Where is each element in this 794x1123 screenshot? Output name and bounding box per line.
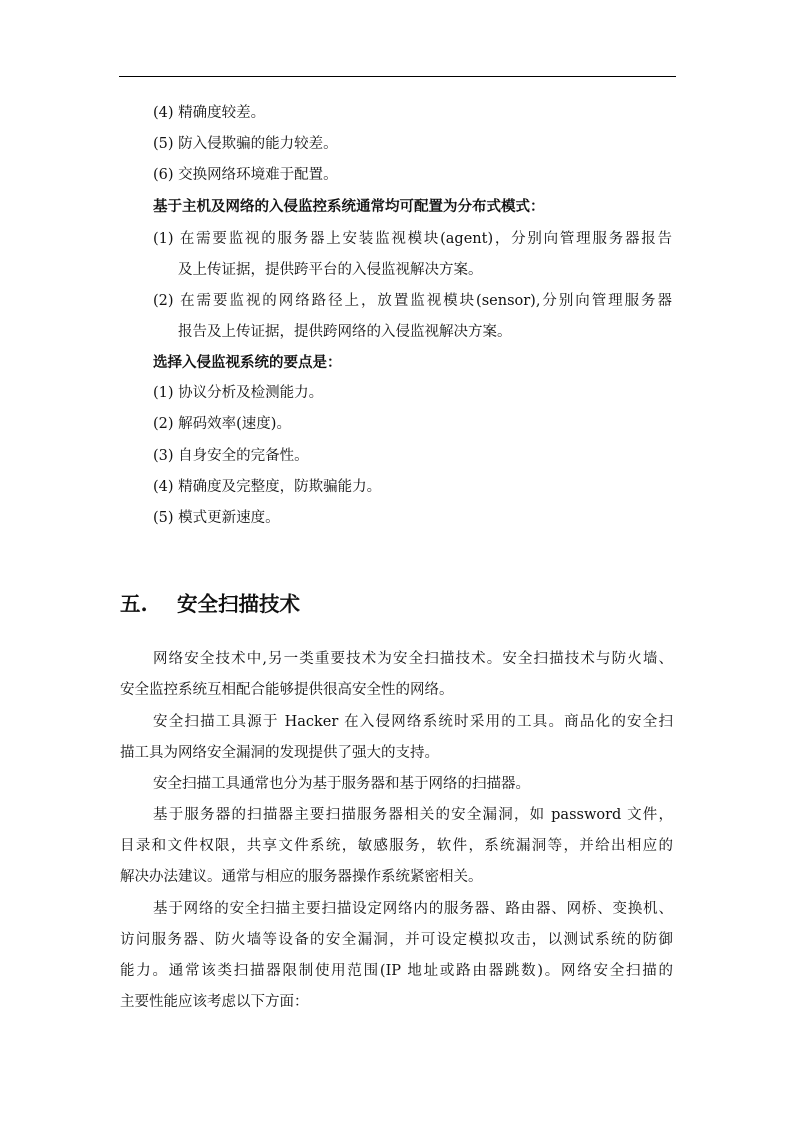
- list-item: (5) 防入侵欺骗的能力较差。: [153, 136, 338, 152]
- section-title: 安全扫描技术: [177, 592, 300, 616]
- distributed-heading: 基于主机及网络的入侵监控系统通常均可配置为分布式模式：: [153, 198, 545, 215]
- selection-heading: 选择入侵监视系统的要点是：: [153, 354, 342, 371]
- paragraph-line: 能力。通常该类扫描器限制使用范围(IP 地址或路由器跳数)。网络安全扫描的: [120, 963, 673, 979]
- list-item: (2) 解码效率(速度)。: [153, 416, 291, 432]
- paragraph-line: 网络安全技术中,另一类重要技术为安全扫描技术。安全扫描技术与防火墙、: [153, 651, 673, 667]
- list-item: (6) 交换网络环境难于配置。: [153, 167, 338, 183]
- paragraph-line: 基于服务器的扫描器主要扫描服务器相关的安全漏洞，如 password 文件，: [153, 807, 673, 823]
- paragraph-line: 目录和文件权限，共享文件系统，敏感服务，软件，系统漏洞等，并给出相应的: [120, 838, 673, 854]
- distributed-item-2-line2: 报告及上传证据，提供跨网络的入侵监视解决方案。: [178, 324, 512, 340]
- distributed-item-2-line1: (2) 在需要监视的网络路径上，放置监视模块(sensor),分别向管理服务器: [153, 293, 672, 309]
- paragraph-line: 安全扫描工具源于 Hacker 在入侵网络系统时采用的工具。商品化的安全扫: [153, 714, 673, 730]
- paragraph-line: 访问服务器、防火墙等设备的安全漏洞，并可设定模拟攻击，以测试系统的防御: [120, 932, 673, 948]
- list-item: (5) 模式更新速度。: [153, 510, 280, 526]
- paragraph-line: 基于网络的安全扫描主要扫描设定网络内的服务器、路由器、网桥、变换机、: [153, 901, 673, 917]
- paragraph-line: 主要性能应该考虑以下方面：: [120, 994, 309, 1010]
- list-item: (4) 精确度及完整度，防欺骗能力。: [153, 479, 382, 495]
- section-number: 五.: [120, 592, 148, 616]
- paragraph-line: 描工具为网络安全漏洞的发现提供了强大的支持。: [120, 745, 439, 761]
- paragraph-line: 解决办法建议。通常与相应的服务器操作系统紧密相关。: [120, 869, 483, 885]
- distributed-item-1-line2: 及上传证据，提供跨平台的入侵监视解决方案。: [178, 262, 483, 278]
- list-item: (1) 协议分析及检测能力。: [153, 385, 324, 401]
- distributed-item-1-line1: (1) 在需要监视的服务器上安装监视模块(agent)，分别向管理服务器报告: [153, 231, 672, 247]
- paragraph-line: 安全监控系统互相配合能够提供很高安全性的网络。: [120, 682, 454, 698]
- header-rule: [119, 76, 676, 77]
- paragraph-line: 安全扫描工具通常也分为基于服务器和基于网络的扫描器。: [153, 776, 530, 792]
- list-item: (3) 自身安全的完备性。: [153, 448, 309, 464]
- list-item: (4) 精确度较差。: [153, 105, 266, 121]
